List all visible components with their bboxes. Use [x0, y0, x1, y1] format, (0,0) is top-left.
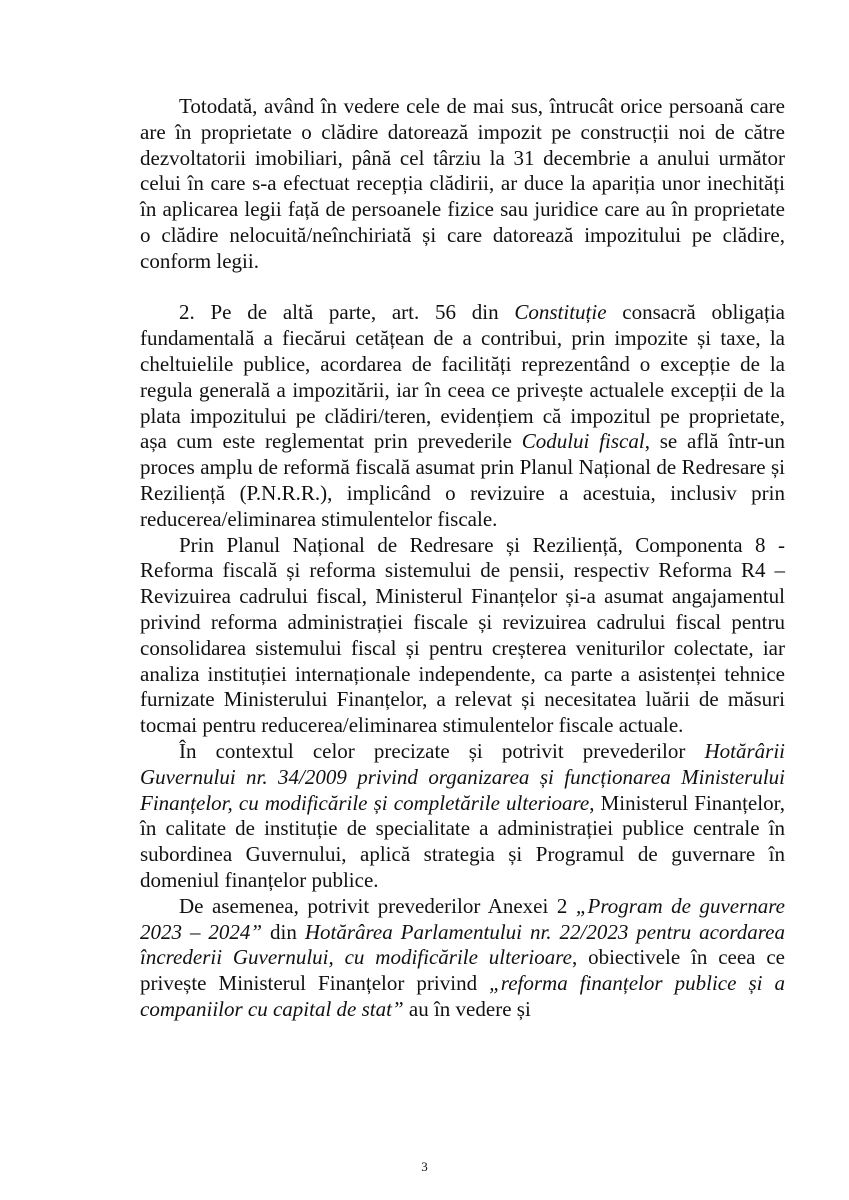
paragraph-3 [140, 533, 785, 739]
italic-text-run: Codului fiscal [521, 429, 645, 454]
text-run: Totodată, având în vedere cele de mai sus, întrucât orice persoană care are în proprietate o clădire datorează impozit pe construcții noi de către dezvoltatorii imobiliari, până cel târziu la 31 decembrie a anului următor celui în care s-a efectuat recepția clădirii, ar duce la apariția unor inechități în aplicarea legii față de persoanele fizice sau juridice care au în proprietate o clădire nelocuită/neînchiriată și care datorează impozitului pe clădire, conform legii. [140, 94, 785, 273]
italic-text-run: „reforma finanțelor publice și a companiilor cu capital de stat” [140, 971, 786, 1021]
italic-text-run: „Program de guvernare 2023 – 2024” [140, 893, 785, 944]
italic-text-run: Hotărârea Parlamentului nr. 22/2023 pentru acordarea încrederii Guvernului, cu modificările ulterioare [140, 919, 785, 970]
paragraph-4 [140, 739, 785, 894]
paragraph-5 [140, 894, 785, 1023]
text-run: , obiectivele în ceea ce privește Ministerul Finanțelor privind [140, 945, 785, 996]
text-run: De asemenea, potrivit prevederilor Anexei 2 [179, 893, 576, 918]
text-run: Prin Planul Național de Redresare și Reziliență, Componenta 8 - Reforma fiscală și reforma sistemului de pensii, respectiv Reforma R4 – Revizuirea cadrului fiscal, Ministerul Finanțelor și-a asumat angajamentul privind reforma administrației fiscale și revizuirea cadrului fiscal pentru consolidarea sistemului fiscal și pentru creșterea veniturilor colectate, iar analiza instituției internaționale independente, ca parte a asistenței tehnice furnizate Ministerului Finanțelor, a relevat și necesitatea luării de măsuri tocmai pentru reducerea/eliminarea stimulentelor fiscale actuale. [140, 532, 785, 738]
paragraph-1 [140, 94, 785, 275]
italic-text-run: Hotărârii Guvernului nr. 34/2009 privind organizarea și funcționarea Ministerului Finanțelor, cu modificările și completările ulterioare [140, 738, 785, 815]
text-run: , se află într-un proces amplu de reformă fiscală asumat prin Planul Național de Redresare și Reziliență (P.N.R.R.), implicând o revizuire a acestuia, inclusiv prin reducerea/eliminarea stimulentelor fiscale. [140, 429, 785, 531]
italic-text-run: Constituție [514, 300, 607, 325]
text-run: au în vedere și [403, 996, 531, 1021]
text-run: din [262, 919, 305, 944]
document-body [140, 94, 785, 1023]
text-run: consacră obligația fundamentală a fiecărui cetățean de a contribui, prin impozite și taxe, la cheltuielile publice, acordarea de facilități reprezentând o excepție de la regula generală a impozitării, iar în ceea ce privește actualele excepții de la plata impozitului pe clădiri/teren, evidențiem că impozitul pe proprietate, așa cum este reglementat prin prevederile [140, 300, 785, 454]
text-run: În contextul celor precizate și potrivit prevederilor [179, 738, 705, 763]
text-run: 2. Pe de altă parte, art. 56 din [179, 300, 515, 325]
page-number: 3 [421, 1159, 428, 1174]
paragraph-2 [140, 300, 785, 532]
text-run: , Ministerul Finanțelor, în calitate de instituție de specialitate a administrației publice centrale în subordinea Guvernului, aplică strategia și Programul de guvernare în domeniul finanțelor publice. [140, 790, 785, 892]
